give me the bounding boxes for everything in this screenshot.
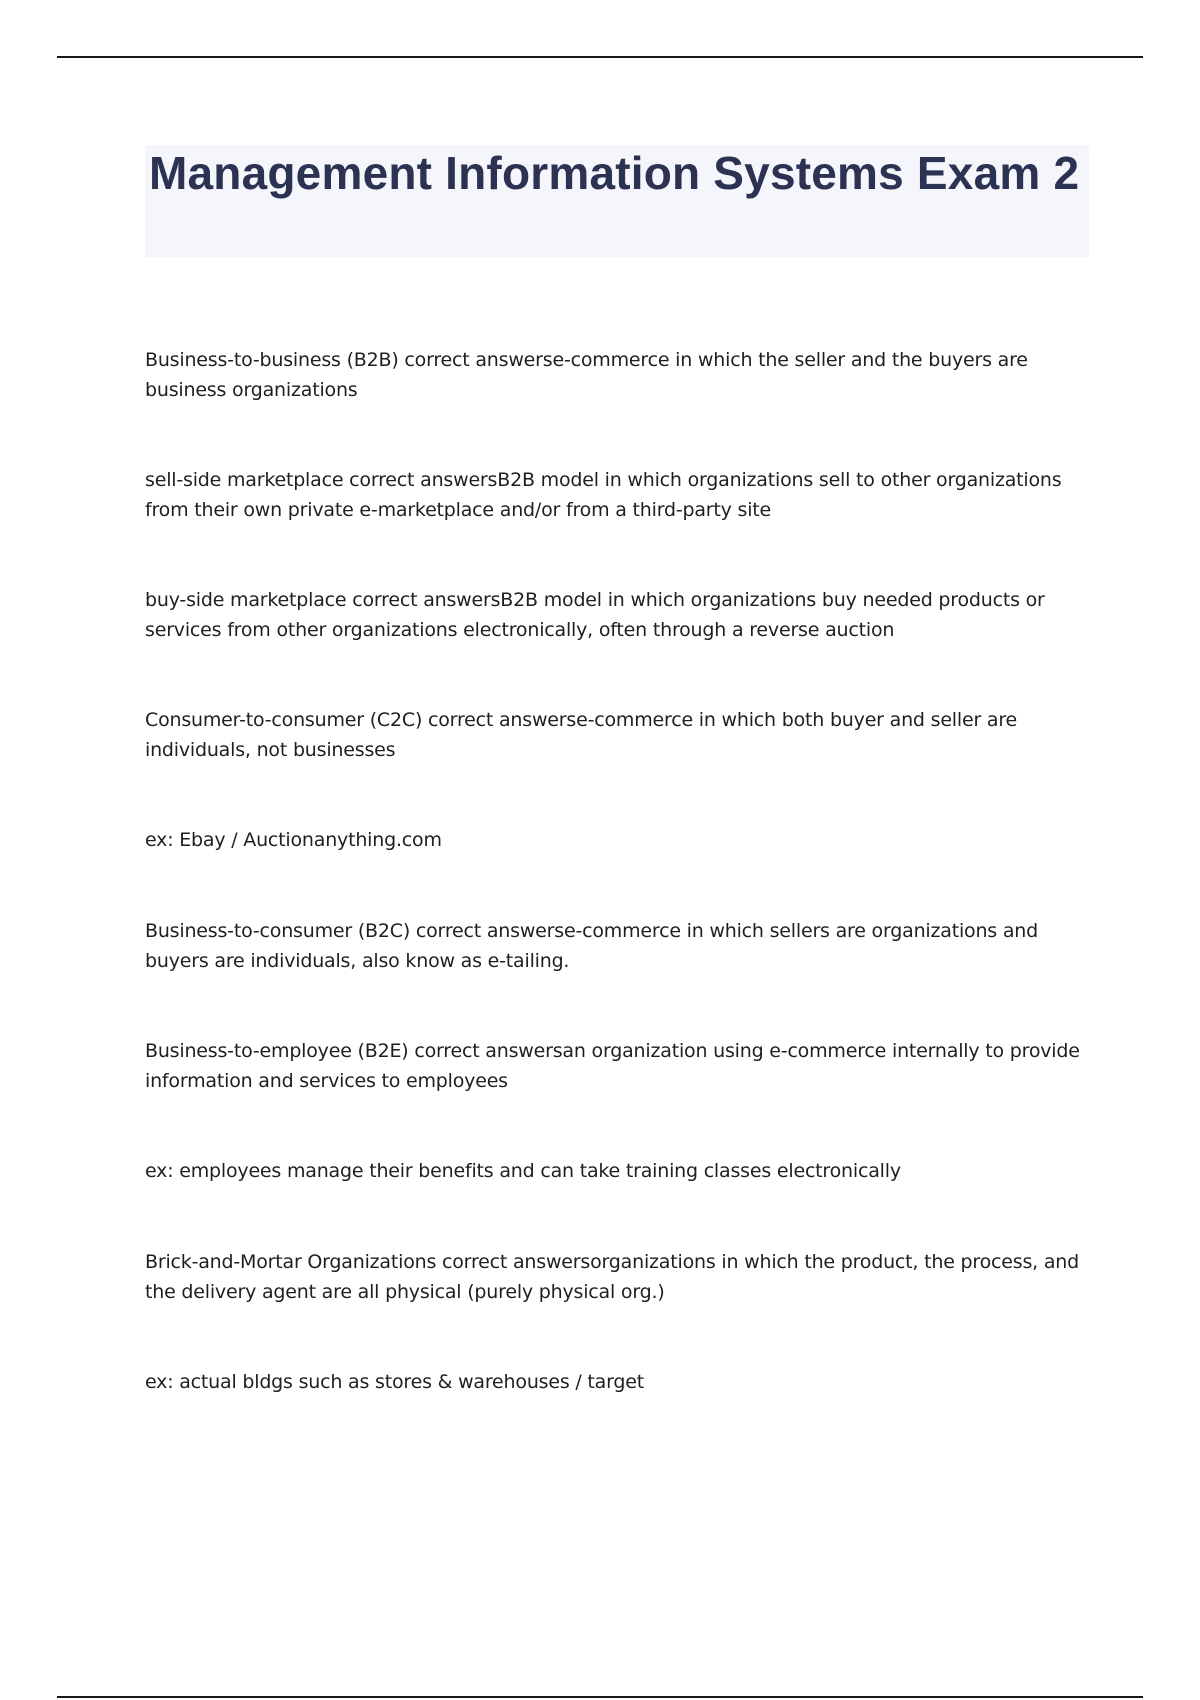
footer-rule: [57, 1696, 1143, 1698]
title-block: [145, 145, 1089, 257]
flashcard-entry: sell-side marketplace correct answersB2B model in which organizations sell to other organizations from their own private e-marketplace and/or from a third-party site: [145, 469, 1062, 521]
flashcard-entry: Consumer-to-consumer (C2C) correct answerse-commerce in which both buyer and seller are individuals, not businesses: [145, 709, 1018, 761]
flashcard-entry: buy-side marketplace correct answersB2B model in which organizations buy needed products or services from other organizations electronically, often through a reverse auction: [145, 589, 1045, 641]
flashcard-entry: Brick-and-Mortar Organizations correct answersorganizations in which the product, the process, and the delivery agent are all physical (purely physical org.): [145, 1251, 1079, 1303]
flashcard-example: ex: Ebay / Auctionanything.com: [145, 829, 442, 851]
flashcard-entry: Business-to-consumer (B2C) correct answerse-commerce in which sellers are organizations and buyers are individuals, also know as e-tailing.: [145, 920, 1038, 972]
flashcard-example: ex: employees manage their benefits and can take training classes electronically: [145, 1160, 901, 1182]
page-title: Management Information Systems Exam 2: [149, 147, 1080, 199]
flashcard-entry: Business-to-employee (B2E) correct answersan organization using e-commerce internally to provide information and services to employees: [145, 1040, 1080, 1092]
flashcard-list: [145, 345, 1095, 1458]
flashcard-entry: Business-to-business (B2B) correct answerse-commerce in which the seller and the buyers are business organizations: [145, 349, 1028, 401]
flashcard-example: ex: actual bldgs such as stores & warehouses / target: [145, 1371, 644, 1393]
header-rule: [57, 56, 1143, 58]
